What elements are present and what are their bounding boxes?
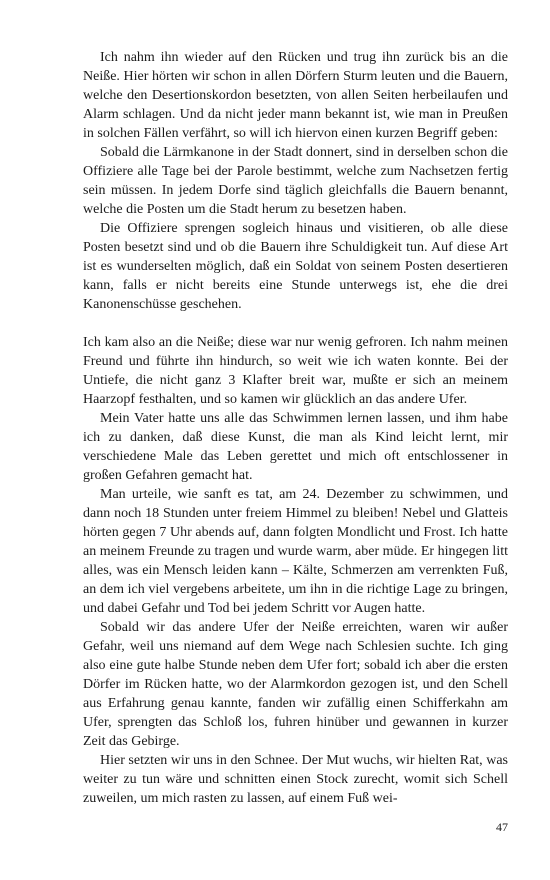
section-break bbox=[83, 314, 508, 333]
paragraph: Ich kam also an die Neiße; diese war nur wenig gefroren. Ich nahm meinen Freund und führte ihn hindurch, so weit wie ich waten konnte. Bei der Untiefe, die nicht ganz 3 Klafter breit war, mußte er sich an meinem Haarzopf festhalten, und so kamen wir glücklich an das andere Ufer. bbox=[83, 335, 508, 407]
paragraph: Man urteile, wie sanft es tat, am 24. Dezember zu schwimmen, und dann noch 18 Stunden unter freiem Himmel zu bleiben! Nebel und Glatteis hörten gegen 7 Uhr abends auf, dann folgten Mondlicht und Frost. Ich hatte an meinem Freunde zu tragen und wurde warm, aber müde. Er hingegen litt alles, was ein Mensch leiden kann – Kälte, Schmerzen am verrenkten Fuß, an dem ich viel vergebens arbeitete, um ihn in die richtige Lage zu bringen, und dabei Gefahr und Tod bei jedem Schritt vor Augen hatte. bbox=[83, 487, 508, 616]
paragraph: Hier setzten wir uns in den Schnee. Der Mut wuchs, wir hielten Rat, was weiter zu tun wäre und schnitten einen Stock zurecht, womit sich Schell zuweilen, um mich rasten zu lassen, auf einem Fuß wei- bbox=[83, 753, 508, 806]
paragraph: Mein Vater hatte uns alle das Schwimmen lernen lassen, und ihm habe ich zu danken, daß diese Kunst, die man als Kind leicht lernt, mir verschiedene Male das Leben gerettet und mich oft entschlossener in großen Gefahren gemacht hat. bbox=[83, 411, 508, 483]
paragraph: Die Offiziere sprengen sogleich hinaus und visitieren, ob alle diese Posten besetzt sind und ob die Bauern ihre Schuldigkeit tun. Auf diese Art ist es wunderselten möglich, daß ein Soldat von seinem Posten desertieren kann, falls er nicht bereits eine Stunde unterwegs ist, ehe die drei Kanonenschüsse geschehen. bbox=[83, 221, 508, 312]
paragraph: Sobald die Lärmkanone in der Stadt donnert, sind in derselben schon die Offiziere alle Tage bei der Parole bestimmt, welche zum Nachsetzen fertig sein müssen. In jedem Dorfe sind täglich gleichfalls die Bauern benannt, welche die Posten um die Stadt herum zu besetzen haben. bbox=[83, 145, 508, 217]
page-body bbox=[83, 48, 508, 808]
page-number: 47 bbox=[496, 820, 508, 834]
paragraph: Ich nahm ihn wieder auf den Rücken und trug ihn zurück bis an die Neiße. Hier hörten wir schon in allen Dörfern Sturm leuten und die Bauern, welche den Desertionskordon besetzten, von allen Seiten herbeilaufen und Alarm schlagen. Und da nicht jeder mann bekannt ist, wie man in Preußen in solchen Fällen verfährt, so will ich hiervon einen kurzen Begriff geben: bbox=[83, 50, 508, 141]
paragraph: Sobald wir das andere Ufer der Neiße erreichten, waren wir außer Gefahr, weil uns niemand auf dem Wege nach Schlesien suchte. Ich ging also eine gute halbe Stunde neben dem Ufer fort; sobald ich aber die ersten Dörfer im Rücken hatte, wo der Alarmkordon gezogen ist, und den Schell aus Erfahrung genau kannte, fanden wir zufällig einen Schifferkahn am Ufer, sprengten das Schloß los, fuhren hinüber und gewannen in kurzer Zeit das Gebirge. bbox=[83, 620, 508, 749]
